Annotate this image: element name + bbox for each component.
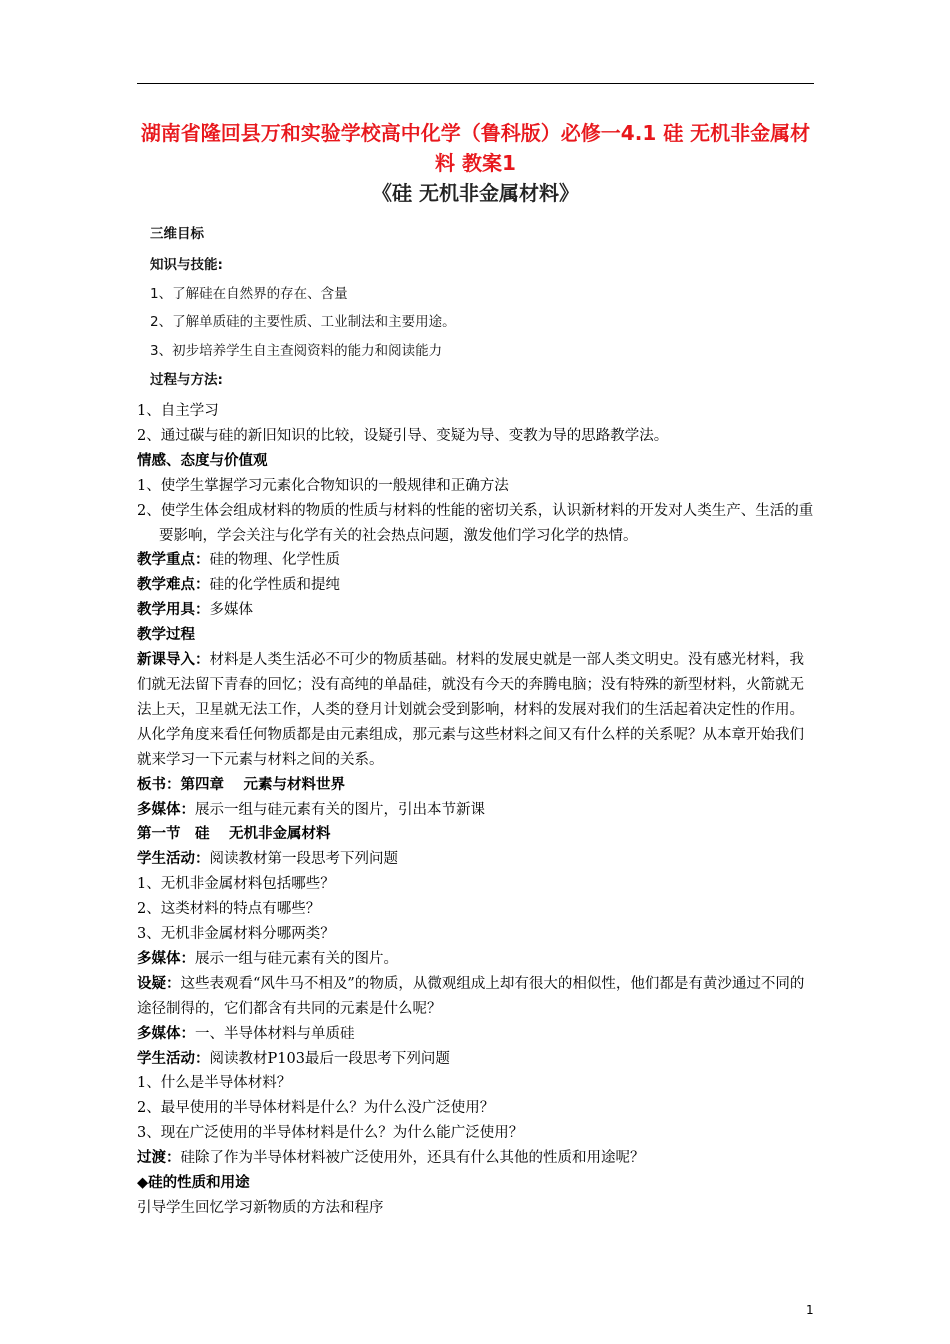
document-title: 湖南省隆回县万和实验学校高中化学（鲁科版）必修一4.1 硅 无机非金属材料 教案1 xyxy=(140,121,811,175)
value: 硅的化学性质和提纯 xyxy=(209,577,340,594)
transition-line xyxy=(137,1146,814,1171)
question: 2、最早使用的半导体材料是什么？为什么没广泛使用？ xyxy=(137,1100,495,1117)
label: 教学难点： xyxy=(137,576,210,594)
intro-paragraph xyxy=(137,648,814,773)
question: 3、无机非金属材料分哪两类？ xyxy=(137,926,335,943)
value: 阅读教材P103最后一段思考下列问题 xyxy=(209,1050,450,1067)
value: 硅除了作为半导体材料被广泛使用外，还具有什么其他的性质和用途呢？ xyxy=(180,1150,645,1167)
activity-line xyxy=(137,847,814,872)
label: 教学用具： xyxy=(137,601,210,619)
paragraph: 引导学生回忆学习新物质的方法和程序 xyxy=(137,1200,384,1216)
question: 3、现在广泛使用的半导体材料是什么？为什么能广泛使用？ xyxy=(137,1125,524,1142)
teaching-tools xyxy=(137,598,814,623)
label: 设疑： xyxy=(137,974,181,992)
value: 这些表观看“风牛马不相及”的物质，从微观组成上却有很大的相似性，他们都是有黄沙通过不同的途径制得的，它们都含有共同的元素是什么呢？ xyxy=(137,975,805,1017)
label: 过渡： xyxy=(137,1149,181,1167)
knowledge-heading: 知识与技能: xyxy=(150,257,223,273)
label: 多媒体： xyxy=(137,800,195,818)
question: 1、什么是半导体材料？ xyxy=(137,1075,292,1092)
paragraph: 1、使学生掌握学习元素化合物知识的一般规律和正确方法 xyxy=(137,477,509,494)
doubt-paragraph xyxy=(137,972,814,1022)
value: 展示一组与硅元素有关的图片。 xyxy=(195,950,398,967)
value: 多媒体 xyxy=(209,602,253,619)
media-line xyxy=(137,798,814,823)
page-number: 1 xyxy=(806,1303,814,1317)
value: 展示一组与硅元素有关的图片，引出本节新课 xyxy=(195,801,485,818)
value: 一、半导体材料与单质硅 xyxy=(195,1025,355,1042)
paragraph: 2、使学生体会组成材料的物质的性质与材料的性能的密切关系，认识新材料的开发对人类生产、生活的重要影响，学会关注与化学有关的社会热点问题，激发他们学习化学的热情。 xyxy=(137,502,814,544)
board-line xyxy=(137,773,814,798)
media-line xyxy=(137,947,814,972)
media-line xyxy=(137,1022,814,1047)
emotion-heading: 情感、态度与价值观 xyxy=(137,451,268,469)
label: 板书： xyxy=(137,775,181,793)
label: 学生活动： xyxy=(137,850,210,868)
label: 新课导入： xyxy=(137,651,210,669)
label: 多媒体： xyxy=(137,1024,195,1042)
label: 教学重点： xyxy=(137,551,210,569)
process-method-heading: 过程与方法: xyxy=(150,372,223,388)
document-subtitle: 《硅 无机非金属材料》 xyxy=(372,181,579,205)
knowledge-item: 3、初步培养学生自主查阅资料的能力和阅读能力 xyxy=(150,343,443,359)
value: 材料是人类生活必不可少的物质基础。材料的发展史就是一部人类文明史。没有感光材料，我们就无法留下青春的回忆；没有高纯的单晶硅，就没有今天的奔腾电脑；没有特殊的新型材料，火箭就无法上天，卫星就无法工作，人类的登月计划就会受到影响，材料的发展对我们的生活起着决定性的作用。从化学角度来看任何物质都是由元素组成，那元素与这些材料之间又有什么样的关系呢？从本章开始我们就来学习一下元素与材料之间的关系。 xyxy=(137,652,804,768)
question: 1、无机非金属材料包括哪些？ xyxy=(137,876,335,893)
activity-line xyxy=(137,1047,814,1072)
value: 阅读教材第一段思考下列问题 xyxy=(209,851,398,868)
knowledge-item: 1、了解硅在自然界的存在、含量 xyxy=(150,286,348,302)
question: 2、这类材料的特点有哪些？ xyxy=(137,901,321,918)
header-rule xyxy=(137,83,814,84)
section-title: 第一节 硅 无机非金属材料 xyxy=(137,825,331,843)
document-body xyxy=(137,399,814,1221)
label: 学生活动： xyxy=(137,1049,210,1067)
teaching-process-heading: 教学过程 xyxy=(137,626,195,644)
teaching-focus xyxy=(137,548,814,573)
label: 多媒体： xyxy=(137,949,195,967)
property-heading: ◆硅的性质和用途 xyxy=(137,1174,250,1192)
knowledge-item: 2、了解单质硅的主要性质、工业制法和主要用途。 xyxy=(150,314,456,330)
objectives-heading: 三维目标 xyxy=(150,226,204,242)
value: 第四章 元素与材料世界 xyxy=(180,775,346,793)
teaching-difficulty xyxy=(137,573,814,598)
paragraph: 1、自主学习 xyxy=(137,403,219,419)
paragraph: 2、通过碳与硅的新旧知识的比较，设疑引导、变疑为导、变教为导的思路教学法。 xyxy=(137,427,669,444)
value: 硅的物理、化学性质 xyxy=(209,552,340,569)
